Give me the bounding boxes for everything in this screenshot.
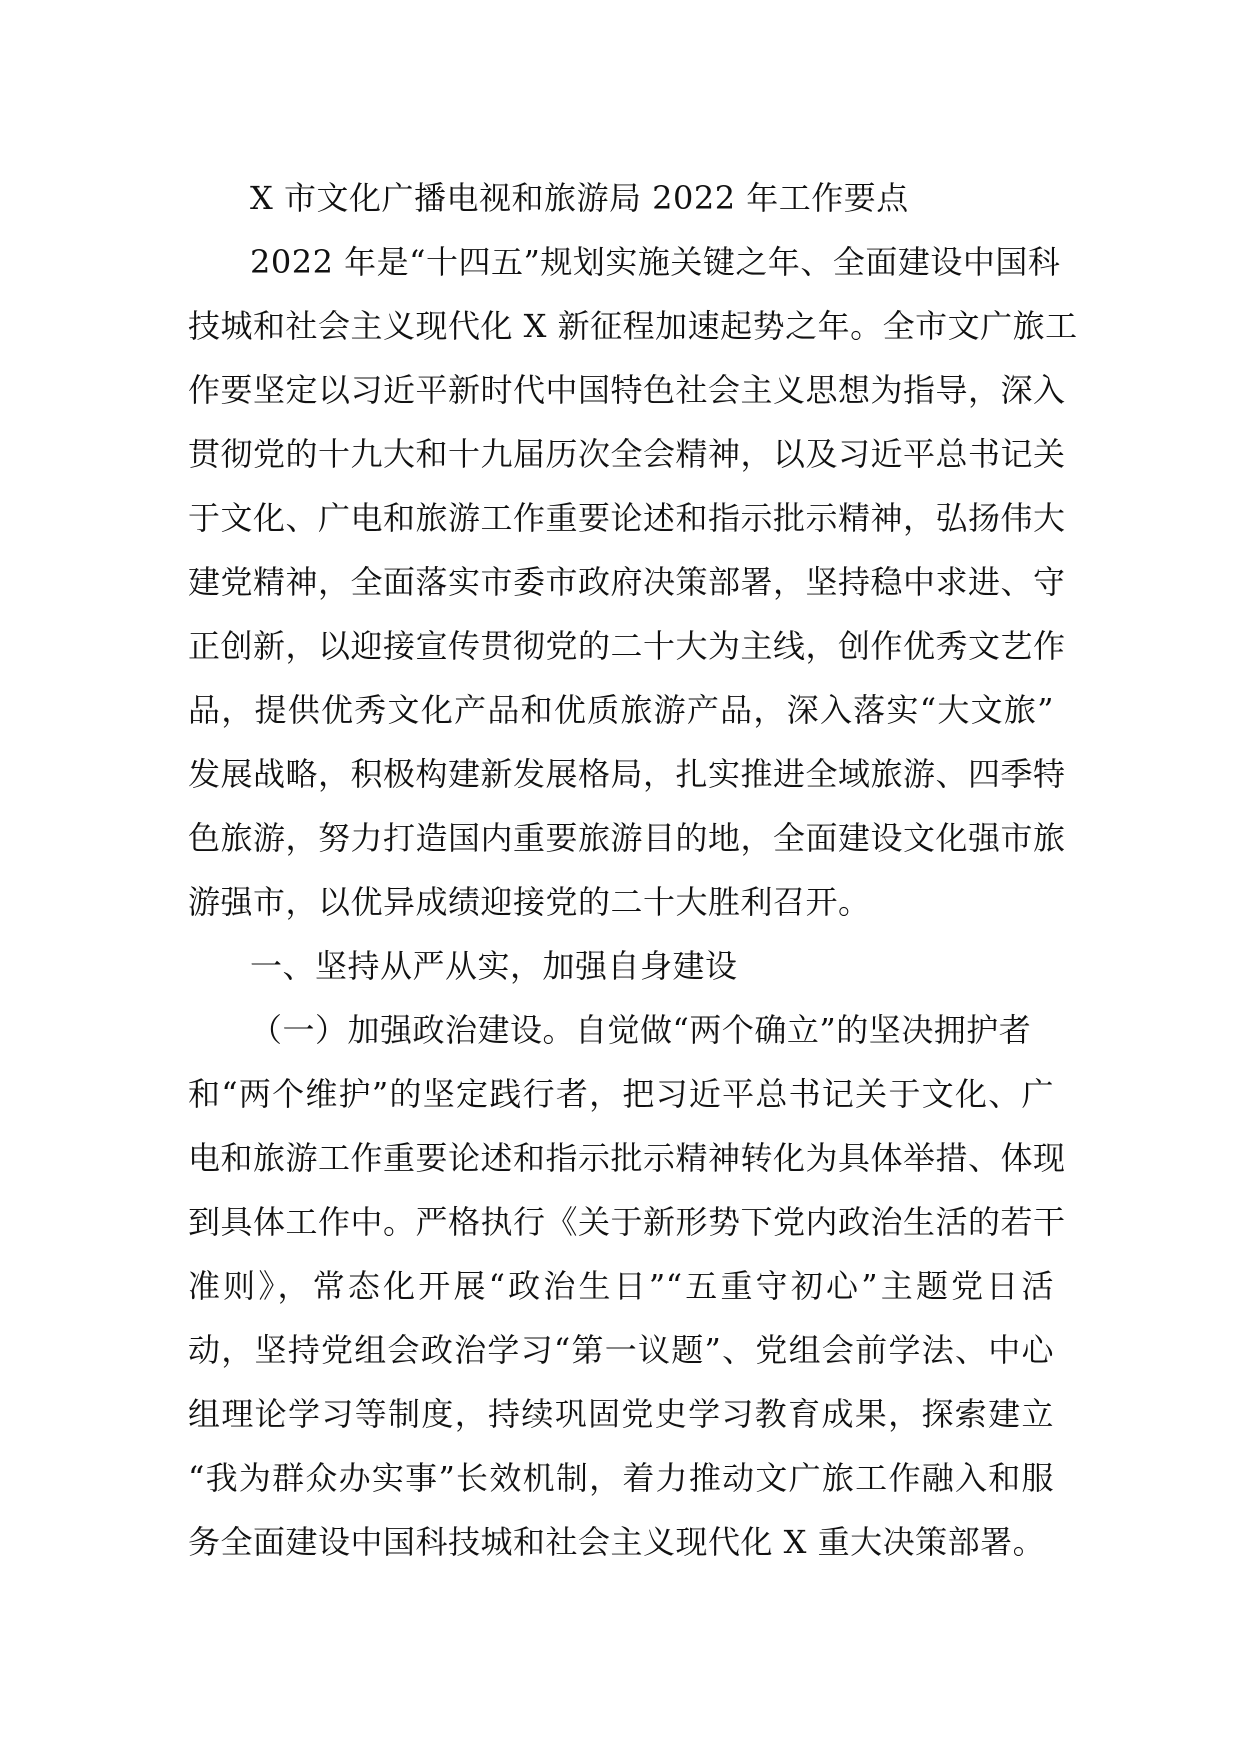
section-paragraph-line: 和“两个维护”的坚定践行者，把习近平总书记关于文化、广: [188, 1075, 1054, 1113]
section-paragraph-line: 动，坚持党组会政治学习“第一议题”、党组会前学法、中心: [188, 1331, 1054, 1369]
section-paragraph-line: 务全面建设中国科技城和社会主义现代化 X 重大决策部署。: [188, 1523, 1046, 1561]
section-paragraph-line: 电和旅游工作重要论述和指示批示精神转化为具体举措、体现: [188, 1139, 1066, 1177]
section-paragraph-line: 到具体工作中。严格执行《关于新形势下党内政治生活的若干: [188, 1203, 1066, 1241]
section-paragraph-line: 组理论学习等制度，持续巩固党史学习教育成果，探索建立: [188, 1395, 1054, 1433]
intro-line: 作要坚定以习近平新时代中国特色社会主义思想为指导，深入: [188, 371, 1066, 409]
section-paragraph-line: 准则》，常态化开展“政治生日”“五重守初心”主题党日活: [188, 1267, 1054, 1305]
intro-line: 发展战略，积极构建新发展格局，扎实推进全域旅游、四季特: [188, 755, 1066, 793]
intro-line: 技城和社会主义现代化 X 新征程加速起势之年。全市文广旅工: [188, 307, 1078, 345]
intro-line: 于文化、广电和旅游工作重要论述和指示批示精神，弘扬伟大: [188, 499, 1066, 537]
section-paragraph-line: （一）加强政治建设。自觉做“两个确立”的坚决拥护者: [250, 1011, 1032, 1049]
intro-line: 色旅游，努力打造国内重要旅游目的地，全面建设文化强市旅: [188, 819, 1066, 857]
intro-line: 建党精神，全面落实市委市政府决策部署，坚持稳中求进、守: [188, 563, 1066, 601]
intro-line: 游强市，以优异成绩迎接党的二十大胜利召开。: [188, 883, 871, 921]
section-paragraph-line: “我为群众办实事”长效机制，着力推动文广旅工作融入和服: [188, 1459, 1054, 1497]
intro-line: 贯彻党的十九大和十九届历次全会精神，以及习近平总书记关: [188, 435, 1066, 473]
intro-line: 2022 年是“十四五”规划实施关键之年、全面建设中国科: [250, 243, 1061, 281]
document-title: X 市文化广播电视和旅游局 2022 年工作要点: [250, 179, 909, 217]
section-heading: 一、坚持从严从实，加强自身建设: [250, 947, 738, 985]
intro-line: 正创新，以迎接宣传贯彻党的二十大为主线，创作优秀文艺作: [188, 627, 1066, 665]
intro-line: 品，提供优秀文化产品和优质旅游产品，深入落实“大文旅”: [188, 691, 1054, 729]
